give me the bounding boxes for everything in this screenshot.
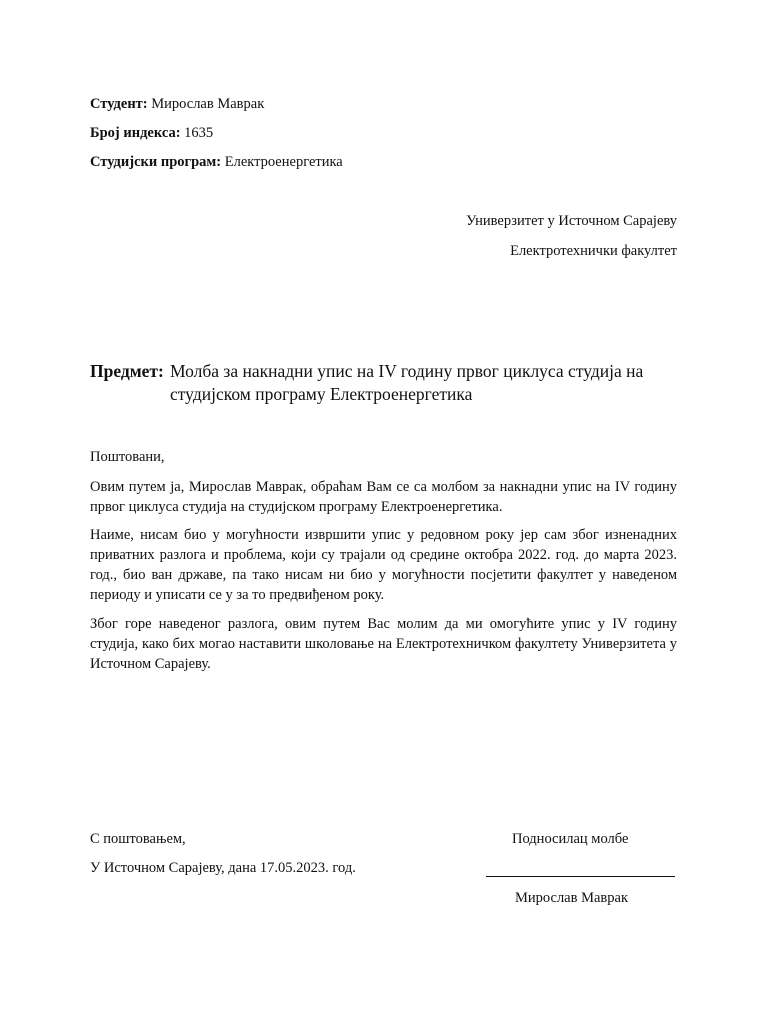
body-paragraph-1: Овим путем ја, Мирослав Маврак, обраћам Вам се са молбом за накнадни упис на IV годину првог циклуса студија на студијском програму Електроенергетика. — [90, 479, 677, 515]
subject-text: Молба за накнадни упис на IV годину првог циклуса студија на студијском програму Електроенергетика — [170, 361, 644, 404]
place-date: У Источном Сарајеву, дана 17.05.2023. год. — [90, 860, 356, 876]
program-value: Електроенергетика — [224, 154, 343, 170]
closing: С поштовањем, — [90, 831, 186, 847]
signature-line — [486, 876, 675, 877]
greeting: Поштовани, — [90, 449, 165, 465]
program-line — [90, 153, 343, 171]
program-label: Студијски програм: — [90, 154, 222, 170]
body-paragraph-2: Наиме, нисам био у могућности извршити упис у редовном року јер сам због изненадних приватних разлога и проблема, који су трајали од средине октобра 2022. год. до марта 2023. год., био ван државе, па тако нисам ни био у могућности посјетити факултет у наведеном периоду и уписати се у за то предвиђеном року. — [90, 527, 677, 603]
index-value: 1635 — [184, 125, 214, 141]
subject-block — [90, 360, 680, 406]
subject-label: Предмет: — [90, 361, 164, 381]
student-line — [90, 95, 264, 113]
index-label: Број индекса: — [90, 125, 181, 141]
student-label: Студент: — [90, 96, 148, 112]
index-line — [90, 124, 213, 142]
recipient-faculty: Електротехнички факултет — [510, 243, 677, 259]
applicant-name: Мирослав Маврак — [515, 890, 628, 906]
recipient-university: Универзитет у Источном Сарајеву — [466, 213, 677, 229]
applicant-label: Подносилац молбе — [512, 831, 629, 847]
student-value: Мирослав Маврак — [151, 96, 265, 112]
body-paragraph-3: Због горе наведеног разлога, овим путем Вас молим да ми омогућите упис у IV годину студија, како бих могао наставити школовање на Електротехничком факултету Универзитета у Источном Сарајеву. — [90, 616, 677, 672]
